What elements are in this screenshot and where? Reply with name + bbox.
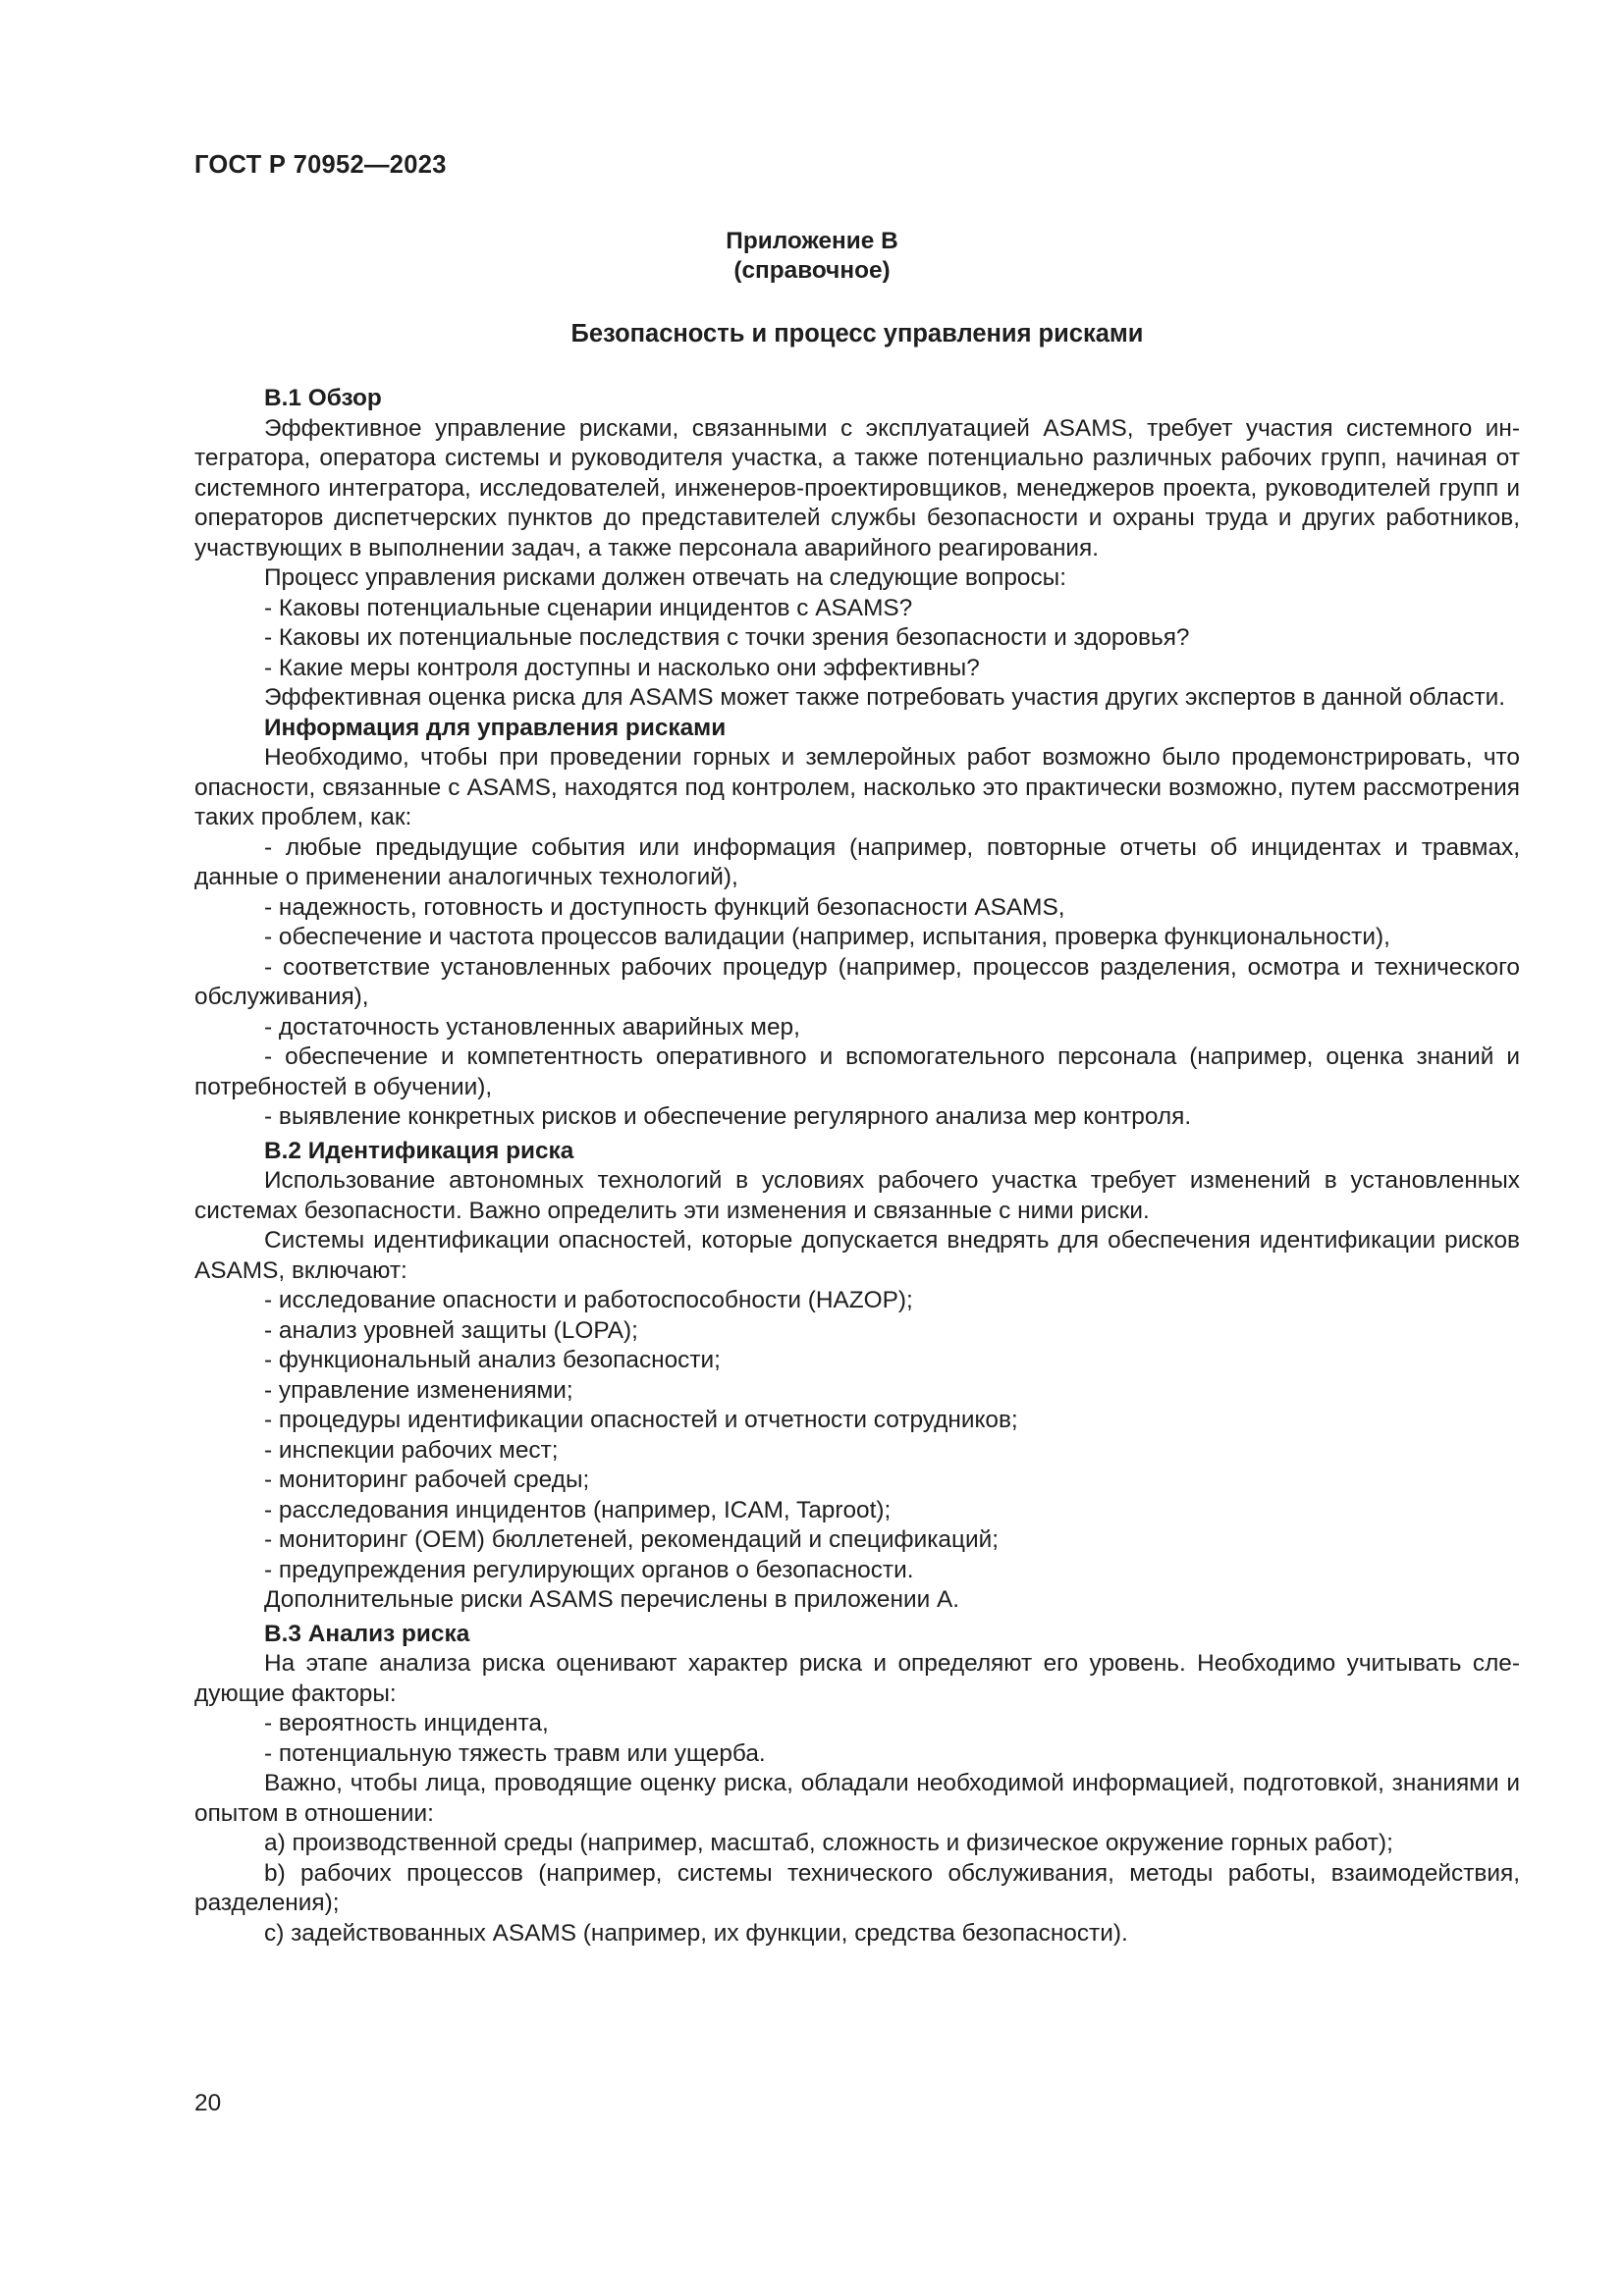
list-item: - потенциальную тяжесть травм или ущерба. <box>264 1739 766 1767</box>
section-heading-b1: В.1 Обзор <box>264 385 382 411</box>
list-item: - мониторинг рабочей среды; <box>264 1467 590 1493</box>
paragraph: Системы идентификации опасностей, которые допускается внедрять для обеспечения идентификации рисков ASAMS, включают: <box>194 1227 1520 1284</box>
paragraph: Важно, чтобы лица, проводящие оценку риска, обладали необходимой информацией, подготовкой, знаниями и опытом в отношении: <box>194 1770 1520 1827</box>
paragraph: Эффективная оценка риска для ASAMS может также потребовать участия других экспертов в данной области. <box>264 684 1506 711</box>
paragraph: Необходимо, чтобы при проведении горных и землеройных работ возможно было продемонстрировать, что опасности, связанные с ASAMS, находятся под контролем, насколько это практически возможно, путем рассмотрения таких проблем, как: <box>194 744 1520 830</box>
list-item: - функциональный анализ безопасности; <box>264 1347 721 1373</box>
list-item: - выявление конкретных рисков и обеспечение регулярного анализа мер контроля. <box>264 1103 1192 1130</box>
list-item: - инспекции рабочих мест; <box>264 1436 559 1464</box>
paragraph: Дополнительные риски ASAMS перечислены в приложении А. <box>264 1586 960 1613</box>
list-item: - Каковы их потенциальные последствия с точки зрения безопасности и здоровья? <box>264 624 1190 651</box>
list-item: - Какие меры контроля доступны и насколько они эффективны? <box>264 654 980 681</box>
list-item: - анализ уровней защиты (LOPA); <box>264 1316 638 1344</box>
list-item: - обеспечение и частота процессов валидации (например, испытания, проверка функциональности), <box>264 924 1390 950</box>
list-item: - мониторинг (OEM) бюллетеней, рекомендаций и спецификаций; <box>264 1526 999 1553</box>
list-item: - достаточность установленных аварийных мер, <box>264 1013 800 1041</box>
page-number: 20 <box>194 2090 222 2116</box>
list-item: - исследование опасности и работоспособности (HAZOP); <box>264 1287 913 1313</box>
subsection-heading: Информация для управления рисками <box>264 714 727 741</box>
list-item: b) рабочих процессов (например, системы технического обслуживания, методы работы, взаимодействия, разделения); <box>194 1859 1520 1916</box>
document-body <box>194 384 1520 1949</box>
list-item: - любые предыдущие события или информация (например, повторные отчеты об инцидентах и травмах, данные о применении аналогичных технологий), <box>194 833 1520 890</box>
annex-main-title: Безопасность и процесс управления рисками <box>570 320 1144 347</box>
section-heading-b3: В.3 Анализ риска <box>264 1620 470 1647</box>
list-item: - расследования инцидентов (например, ICAM, Taproot); <box>264 1496 892 1523</box>
document-code: ГОСТ Р 70952—2023 <box>194 151 447 179</box>
section-heading-b2: В.2 Идентификация риска <box>264 1137 574 1164</box>
annex-title: Приложение В <box>726 228 898 254</box>
list-item: - соответствие установленных рабочих процедур (например, процессов разделения, осмотра и технического обслуживания), <box>194 953 1520 1010</box>
list-item: - предупреждения регулирующих органов о безопасности. <box>264 1556 914 1583</box>
annex-status: (справочное) <box>733 257 891 284</box>
list-item: - обеспечение и компетентность оперативного и вспомогательного персонала (например, оценка знаний и потребностей в обучении), <box>194 1043 1520 1100</box>
paragraph: Процесс управления рисками должен отвечать на следующие вопросы: <box>264 564 1066 591</box>
list-item: - процедуры идентификации опасностей и отчетности сотрудников; <box>264 1407 1018 1433</box>
paragraph: Использование автономных технологий в условиях рабочего участка требует изменений в установленных системах безопасности. Важно определить эти изменения и связанные с ними риски. <box>194 1167 1520 1224</box>
paragraph: Эффективное управление рисками, связанными с эксплуатацией ASAMS, требует участия системного интегратора, оператора системы и руководителя участка, а также потенциально различных рабочих групп, начиная от системного интегратора, исследователей, инженеров-проектировщиков, менеджеров проекта, руководителей групп и операторов диспетчерских пунктов до представителей службы безопасности и охраны труда и других работников, участвующих в выполнении задач, а также персонала аварийного реагирования. <box>194 414 1520 561</box>
list-item: - вероятность инцидента, <box>264 1710 549 1736</box>
list-item: а) производственной среды (например, масштаб, сложность и физическое окружение горных работ); <box>264 1830 1393 1856</box>
paragraph: На этапе анализа риска оценивают характер риска и определяют его уровень. Необходимо учитывать следующие факторы: <box>194 1650 1520 1707</box>
list-item: - управление изменениями; <box>264 1376 573 1404</box>
list-item: - надежность, готовность и доступность функций безопасности ASAMS, <box>264 893 1065 921</box>
list-item: с) задействованных ASAMS (например, их функции, средства безопасности). <box>264 1919 1128 1947</box>
list-item: - Каковы потенциальные сценарии инцидентов с ASAMS? <box>264 594 913 621</box>
annex-header <box>0 227 1624 286</box>
